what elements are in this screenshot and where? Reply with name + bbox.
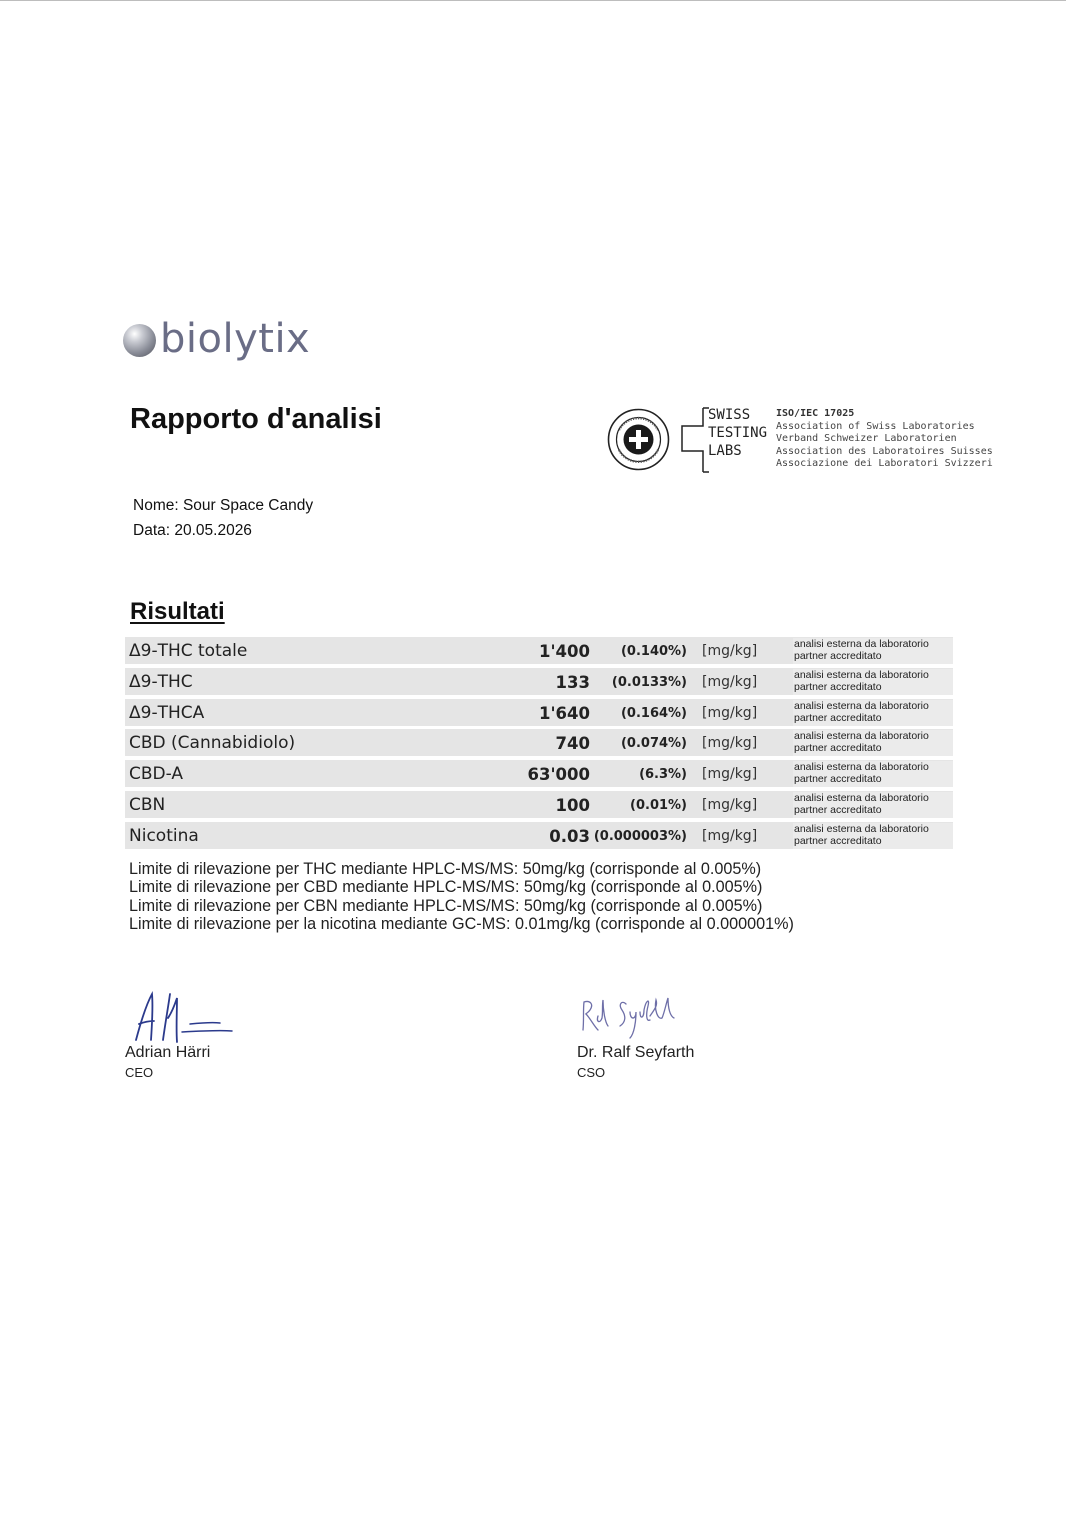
analyte-unit: [mg/kg] — [702, 827, 758, 844]
analysis-note — [793, 638, 953, 664]
limit-line-nicotine: Limite di rilevazione per la nicotina mediante GC-MS: 0.01mg/kg (corrisponde al 0.000001%) — [129, 914, 794, 933]
note-line: partner accreditato — [794, 834, 882, 847]
analysis-note — [793, 823, 953, 849]
analyte-value: 100 — [555, 795, 590, 815]
analyte-name: Δ9-THC totale — [129, 641, 248, 661]
limit-line-thc: Limite di rilevazione per THC mediante HPLC-MS/MS: 50mg/kg (corrisponde al 0.005%) — [129, 860, 762, 878]
analysis-note — [793, 700, 953, 726]
iso-accreditation-text — [776, 408, 993, 471]
analyte-percent: (0.000003%) — [593, 828, 687, 844]
table-row — [125, 637, 953, 664]
analyte-unit: [mg/kg] — [702, 766, 758, 783]
analyte-percent: (6.3%) — [639, 767, 687, 783]
analyte-name: CBD (Cannabidiolo) — [129, 733, 296, 754]
analyte-value: 740 — [555, 734, 590, 754]
note-line: partner accreditato — [794, 803, 882, 816]
stl-line-swiss: SWISS — [708, 407, 751, 423]
analyte-name: CBD-A — [129, 764, 184, 785]
signature-block-ceo — [125, 1044, 210, 1080]
note-line: partner accreditato — [794, 711, 882, 724]
analyte-unit: [mg/kg] — [702, 796, 758, 813]
results-heading: Risultati — [130, 598, 225, 625]
analyte-percent: (0.074%) — [620, 736, 687, 752]
table-row — [125, 668, 953, 695]
analyte-value: 1'640 — [539, 703, 590, 723]
analyte-unit: [mg/kg] — [702, 704, 758, 721]
note-line: partner accreditato — [794, 680, 882, 693]
analyte-percent: (0.0133%) — [611, 674, 687, 690]
table-row — [125, 791, 953, 818]
note-line: analisi esterna da laboratorio — [794, 730, 929, 743]
iso-line-it: Associazione dei Laboratori Svizzeri — [776, 458, 993, 469]
signer-role: CSO — [577, 1065, 606, 1080]
note-line: analisi esterna da laboratorio — [794, 822, 929, 835]
note-line: analisi esterna da laboratorio — [794, 638, 929, 650]
signer-name: Adrian Härri — [125, 1044, 211, 1061]
bracket-cross-icon — [679, 406, 709, 474]
note-line: analisi esterna da laboratorio — [794, 791, 929, 804]
analyte-percent: (0.140%) — [620, 644, 687, 659]
sample-name: Nome: Sour Space Candy — [133, 497, 314, 514]
signature-block-cso — [577, 1044, 694, 1080]
swiss-accreditation-seal-icon — [607, 408, 670, 471]
analyte-name: Nicotina — [129, 825, 199, 846]
note-line: partner accreditato — [794, 742, 882, 755]
stl-line-testing: TESTING — [708, 425, 768, 441]
note-line: analisi esterna da laboratorio — [794, 668, 929, 681]
table-row — [125, 760, 953, 787]
iso-standard: ISO/IEC 17025 — [776, 408, 855, 419]
analyte-unit: [mg/kg] — [702, 643, 758, 659]
cso-signature-image — [578, 992, 683, 1040]
page-title: Rapporto d'analisi — [130, 403, 382, 435]
limit-line-cbn: Limite di rilevazione per CBN mediante HPLC-MS/MS: 50mg/kg (corrisponde al 0.005%) — [129, 896, 763, 915]
iso-line-fr: Association des Laboratoires Suisses — [776, 445, 993, 457]
note-line: partner accreditato — [794, 650, 882, 662]
stl-line-labs: LABS — [708, 443, 742, 459]
analyte-unit: [mg/kg] — [702, 673, 758, 690]
analyte-percent: (0.01%) — [630, 797, 687, 813]
results-table — [125, 637, 953, 853]
signer-role: CEO — [125, 1065, 154, 1080]
analyte-value: 133 — [555, 672, 590, 692]
iso-line-de: Verband Schweizer Laboratorien — [776, 433, 957, 444]
sample-date: Data: 20.05.2026 — [133, 522, 252, 539]
iso-line-en: Association of Swiss Laboratories — [776, 420, 975, 432]
analyte-unit: [mg/kg] — [702, 735, 758, 752]
analysis-note — [793, 669, 953, 695]
swiss-testing-labs-logo — [679, 406, 771, 474]
analyte-value: 0.03 — [549, 826, 590, 846]
note-line: analisi esterna da laboratorio — [794, 699, 929, 712]
top-border-line — [0, 0, 1066, 1]
analyte-percent: (0.164%) — [620, 705, 687, 721]
sample-meta — [133, 493, 313, 543]
analyte-name: CBN — [129, 794, 166, 815]
limit-line-cbd: Limite di rilevazione per CBD mediante HPLC-MS/MS: 50mg/kg (corrisponde al 0.005%) — [129, 878, 763, 897]
analyte-value: 1'400 — [539, 642, 590, 661]
table-row — [125, 822, 953, 849]
analyte-name: Δ9-THCA — [129, 702, 205, 723]
detection-limits — [129, 860, 794, 933]
analyte-value: 63'000 — [527, 765, 590, 785]
biolytix-logo — [123, 315, 310, 363]
ceo-signature-image — [130, 990, 235, 1046]
note-line: analisi esterna da laboratorio — [794, 761, 929, 774]
analysis-note — [793, 730, 953, 756]
analysis-note — [793, 761, 953, 787]
signer-name: Dr. Ralf Seyfarth — [577, 1044, 695, 1061]
table-row — [125, 729, 953, 756]
note-line: partner accreditato — [794, 773, 882, 786]
logo-sphere-icon — [123, 324, 156, 357]
table-row — [125, 699, 953, 726]
analyte-name: Δ9-THC — [129, 671, 193, 692]
logo-text: biolytix — [160, 316, 311, 362]
analysis-note — [793, 792, 953, 818]
